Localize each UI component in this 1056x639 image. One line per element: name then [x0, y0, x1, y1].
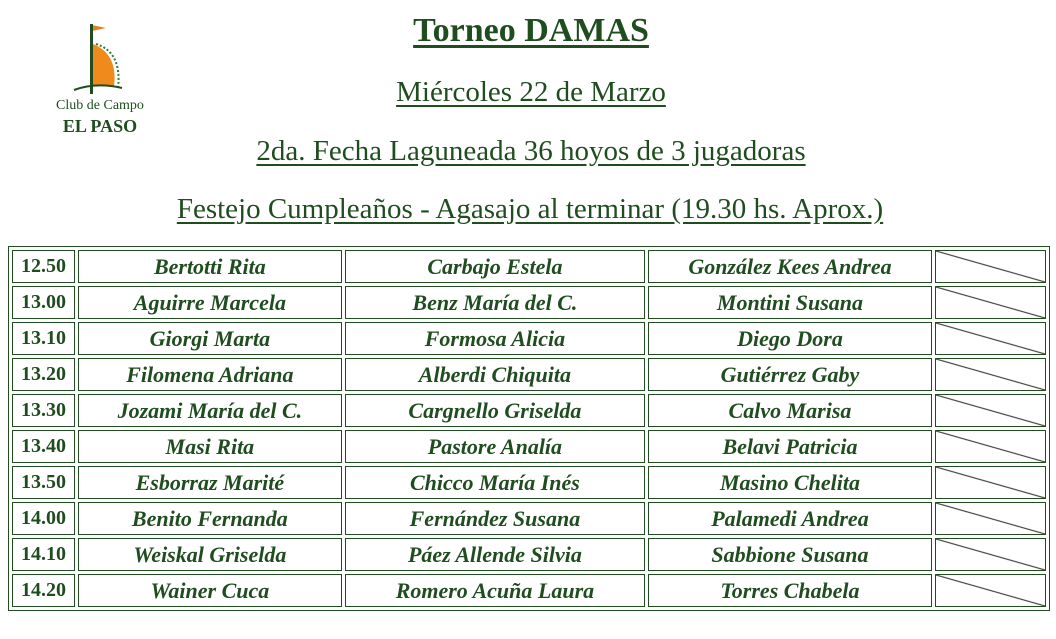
event-note: Festejo Cumpleaños - Agasajo al terminar (19.30 hs. Aprox.) [176, 193, 884, 225]
empty-slashed-cell [935, 250, 1046, 283]
player-3-cell: Palamedi Andrea [648, 502, 932, 535]
player-1-cell: Aguirre Marcela [78, 286, 342, 319]
table-row [12, 466, 1046, 499]
empty-slashed-cell [935, 286, 1046, 319]
tee-times-table [8, 246, 1050, 611]
player-2-cell: Carbajo Estela [345, 250, 646, 283]
club-label: Club de Campo [56, 98, 144, 113]
player-3-cell: Montini Susana [648, 286, 932, 319]
player-2-cell: Alberdi Chiquita [345, 358, 646, 391]
event-description: 2da. Fecha Laguneada 36 hoyos de 3 jugadoras [256, 135, 806, 167]
player-1-cell: Weiskal Griselda [78, 538, 342, 571]
table-row [12, 358, 1046, 391]
time-cell: 13.10 [12, 322, 75, 355]
player-1-cell: Wainer Cuca [78, 574, 342, 607]
player-2-cell: Chicco María Inés [345, 466, 646, 499]
event-date: Miércoles 22 de Marzo [396, 76, 666, 108]
empty-slashed-cell [935, 322, 1046, 355]
table-row [12, 250, 1046, 283]
player-3-cell: Belavi Patricia [648, 430, 932, 463]
player-2-cell: Romero Acuña Laura [345, 574, 646, 607]
empty-slashed-cell [935, 466, 1046, 499]
player-2-cell: Fernández Susana [345, 502, 646, 535]
table-row [12, 322, 1046, 355]
player-3-cell: Diego Dora [648, 322, 932, 355]
player-3-cell: González Kees Andrea [648, 250, 932, 283]
player-2-cell: Formosa Alicia [345, 322, 646, 355]
player-1-cell: Bertotti Rita [78, 250, 342, 283]
player-1-cell: Esborraz Marité [78, 466, 342, 499]
player-3-cell: Sabbione Susana [648, 538, 932, 571]
time-cell: 13.50 [12, 466, 75, 499]
table-row [12, 574, 1046, 607]
player-1-cell: Benito Fernanda [78, 502, 342, 535]
player-1-cell: Filomena Adriana [78, 358, 342, 391]
player-3-cell: Gutiérrez Gaby [648, 358, 932, 391]
player-2-cell: Benz María del C. [345, 286, 646, 319]
empty-slashed-cell [935, 574, 1046, 607]
time-cell: 13.40 [12, 430, 75, 463]
player-1-cell: Masi Rita [78, 430, 342, 463]
player-1-cell: Jozami María del C. [78, 394, 342, 427]
player-3-cell: Masino Chelita [648, 466, 932, 499]
empty-slashed-cell [935, 358, 1046, 391]
table-row [12, 538, 1046, 571]
table-row [12, 430, 1046, 463]
empty-slashed-cell [935, 538, 1046, 571]
table-row [12, 502, 1046, 535]
time-cell: 12.50 [12, 250, 75, 283]
time-cell: 14.00 [12, 502, 75, 535]
player-2-cell: Páez Allende Silvia [345, 538, 646, 571]
player-2-cell: Cargnello Griselda [345, 394, 646, 427]
time-cell: 14.20 [12, 574, 75, 607]
club-name: EL PASO [62, 116, 138, 136]
table-row [12, 286, 1046, 319]
player-1-cell: Giorgi Marta [78, 322, 342, 355]
empty-slashed-cell [935, 430, 1046, 463]
player-2-cell: Pastore Analía [345, 430, 646, 463]
player-3-cell: Calvo Marisa [648, 394, 932, 427]
empty-slashed-cell [935, 394, 1046, 427]
time-cell: 13.00 [12, 286, 75, 319]
time-cell: 13.30 [12, 394, 75, 427]
empty-slashed-cell [935, 502, 1046, 535]
time-cell: 13.20 [12, 358, 75, 391]
player-3-cell: Torres Chabela [648, 574, 932, 607]
page-title: Torneo DAMAS [413, 12, 649, 49]
time-cell: 14.10 [12, 538, 75, 571]
table-row [12, 394, 1046, 427]
